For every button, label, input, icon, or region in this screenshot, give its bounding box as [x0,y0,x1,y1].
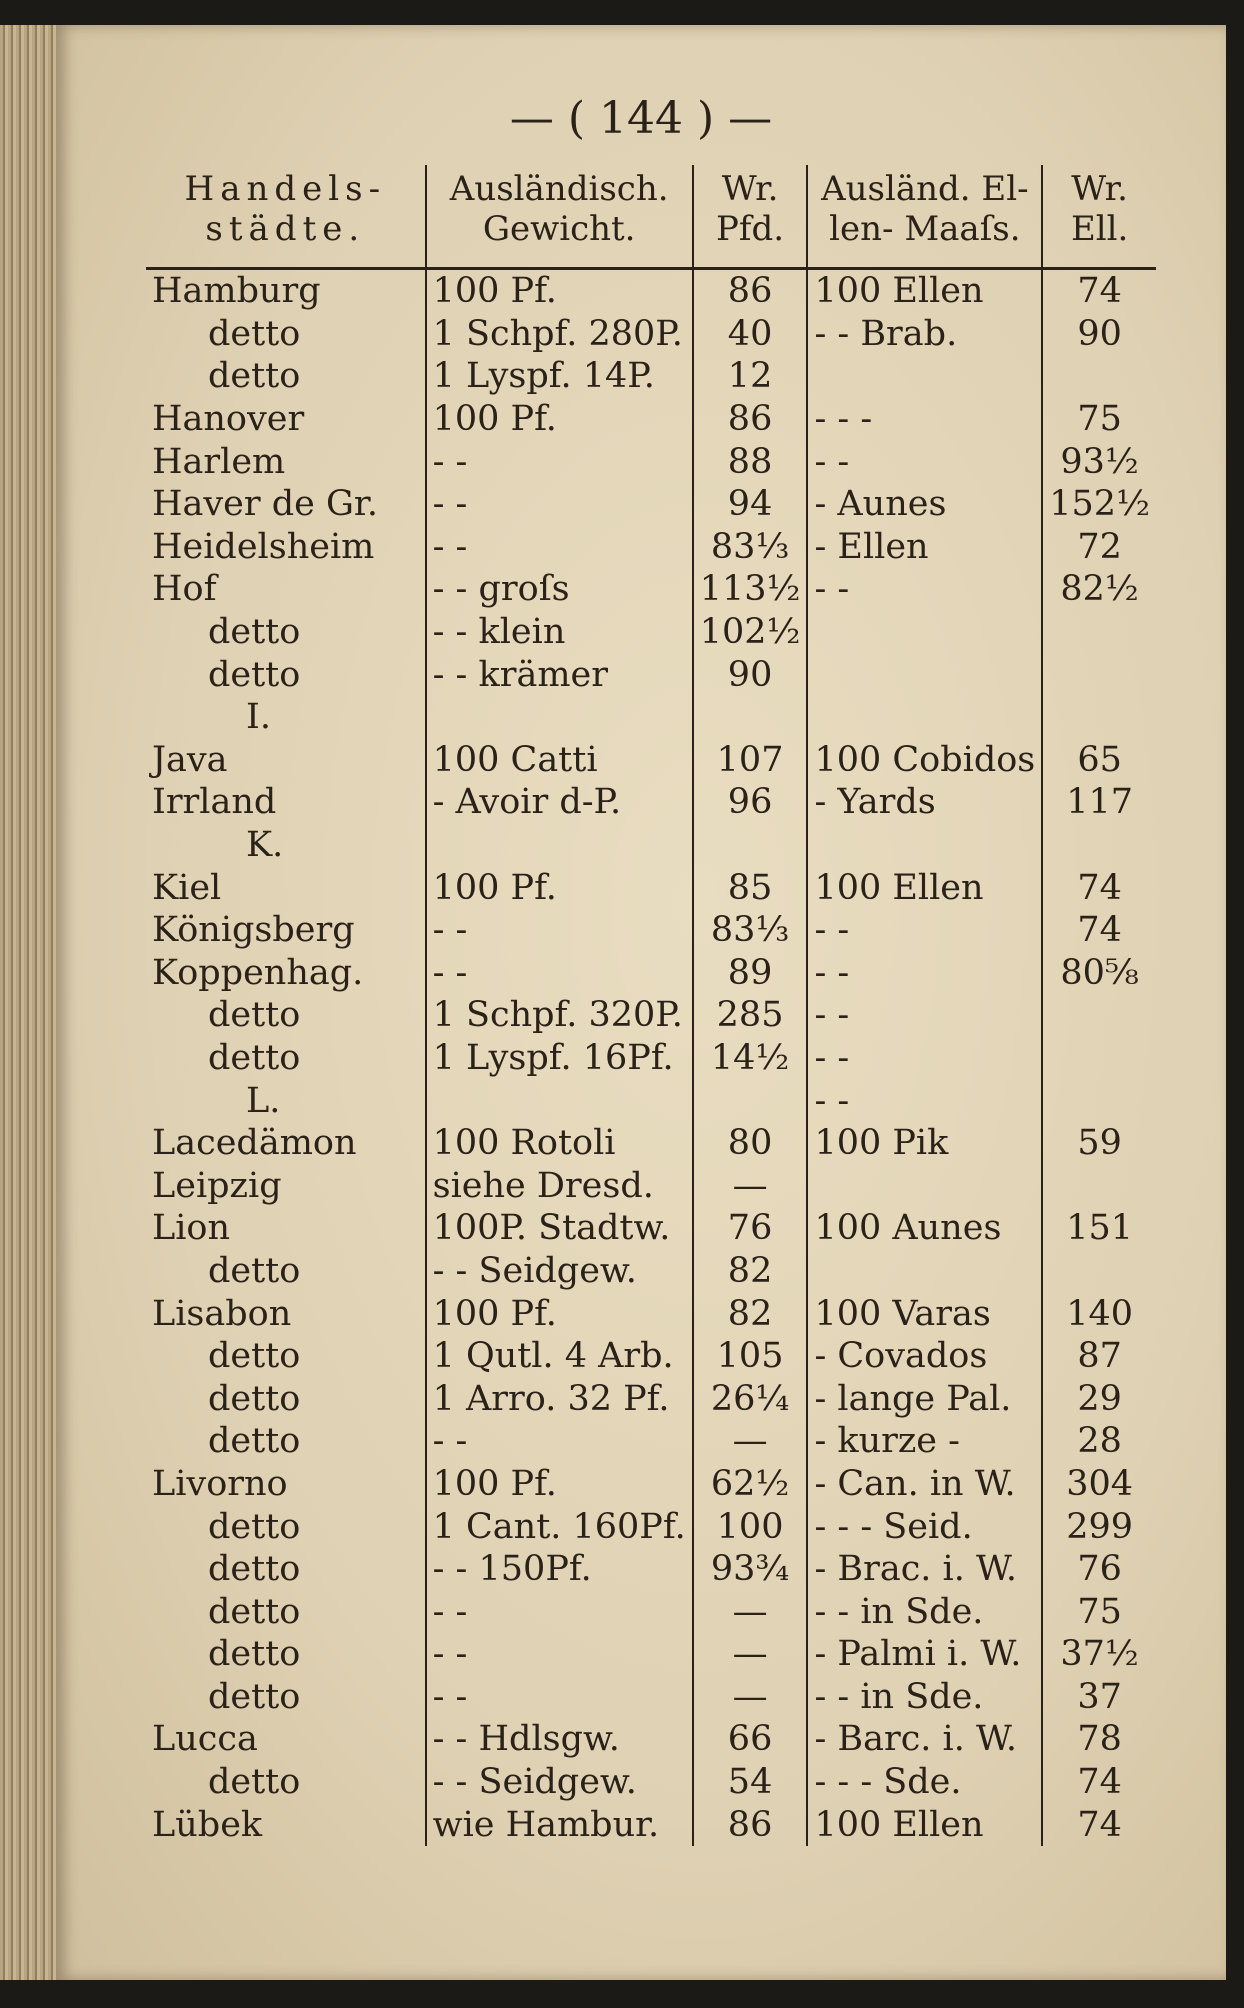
foreign-weight-cell: - - [426,909,693,952]
foreign-weight-cell: - - Seidgew. [426,1761,693,1804]
foreign-weight-cell: - Avoir d-P. [426,781,693,824]
vienna-ells-cell: 75 [1042,1590,1156,1633]
vienna-ells-cell: 74 [1042,269,1156,313]
table-row [146,1335,1156,1378]
table-row [146,1250,1156,1293]
foreign-ells-cell: - Ellen [807,526,1042,569]
vienna-pounds-cell: 14½ [693,1037,808,1080]
vienna-ells-cell: 74 [1042,1761,1156,1804]
foreign-ells-cell: 100 Pik [807,1122,1042,1165]
header-foreign-ells-line2: len- Maaſs. [829,209,1021,249]
foreign-ells-cell [807,696,1042,739]
table-row [146,440,1156,483]
foreign-ells-cell: - Aunes [807,483,1042,526]
vienna-ells-cell: 72 [1042,526,1156,569]
header-vienna-ells-line1: Wr. [1071,169,1128,209]
foreign-weight-cell: 100 Pf. [426,1463,693,1506]
vienna-ells-cell [1042,1250,1156,1293]
vienna-ells-cell [1042,1079,1156,1122]
city-cell: Lisabon [152,1293,292,1334]
city-cell: Koppenhag. [152,952,364,993]
table-row [146,483,1156,526]
vienna-pounds-cell: 12 [693,355,808,398]
table-header-row [146,165,1156,269]
vienna-pounds-cell: 83⅓ [693,909,808,952]
header-vienna-ells [1042,165,1156,269]
header-cities-line1: Handels- [184,169,387,209]
city-cell: Harlem [152,441,286,482]
book-page [56,25,1226,1980]
city-cell: Lion [152,1208,231,1249]
foreign-weight-cell: - - [426,1633,693,1676]
city-cell: I. [246,697,271,738]
table-row [146,1377,1156,1420]
city-cell: Lacedämon [152,1123,357,1164]
foreign-weight-cell: - - klein [426,611,693,654]
vienna-pounds-cell: 80 [693,1122,808,1165]
foreign-ells-cell [807,355,1042,398]
table-row [146,1164,1156,1207]
table-body [146,269,1156,1846]
table-row [146,952,1156,995]
foreign-weight-cell: siehe Dresd. [426,1164,693,1207]
vienna-pounds-cell: — [693,1420,808,1463]
vienna-pounds-cell: 76 [693,1207,808,1250]
table-row [146,269,1156,313]
page-edges [0,25,64,1980]
foreign-ells-cell: - - - Sde. [807,1761,1042,1804]
vienna-ells-cell: 74 [1042,1803,1156,1846]
foreign-ells-cell: - - - Seid. [807,1505,1042,1548]
foreign-ells-cell: 100 Ellen [807,866,1042,909]
table-row [146,1548,1156,1591]
city-cell: detto [208,313,301,354]
vienna-ells-cell: 74 [1042,909,1156,952]
vienna-pounds-cell: 93¾ [693,1548,808,1591]
city-cell: detto [208,1762,301,1803]
table-row [146,696,1156,739]
vienna-ells-cell: 117 [1042,781,1156,824]
vienna-ells-cell [1042,994,1156,1037]
foreign-ells-cell: - - [807,1037,1042,1080]
foreign-ells-cell [807,1250,1042,1293]
vienna-ells-cell [1042,1164,1156,1207]
vienna-pounds-cell: 26¼ [693,1377,808,1420]
vienna-ells-cell: 76 [1042,1548,1156,1591]
city-cell: detto [208,1336,301,1377]
city-cell: Haver de Gr. [152,484,378,525]
vienna-ells-cell: 74 [1042,866,1156,909]
foreign-weight-cell: 100P. Stadtw. [426,1207,693,1250]
table-row [146,611,1156,654]
city-cell: detto [208,1549,301,1590]
vienna-pounds-cell [693,696,808,739]
header-cities [146,165,426,269]
foreign-weight-cell: 100 Pf. [426,1292,693,1335]
foreign-weight-cell: - - 150Pf. [426,1548,693,1591]
city-cell: Lübek [152,1804,263,1845]
table-row [146,568,1156,611]
foreign-weight-cell: 100 Pf. [426,398,693,441]
vienna-pounds-cell: 83⅓ [693,526,808,569]
vienna-ells-cell: 29 [1042,1377,1156,1420]
city-cell: Livorno [152,1463,288,1504]
foreign-ells-cell: - - [807,1079,1042,1122]
vienna-ells-cell: 87 [1042,1335,1156,1378]
foreign-weight-cell: 100 Pf. [426,866,693,909]
foreign-weight-cell: 1 Schpf. 320P. [426,994,693,1037]
foreign-ells-cell: - Barc. i. W. [807,1718,1042,1761]
foreign-ells-cell: - - [807,952,1042,995]
vienna-pounds-cell: 102½ [693,611,808,654]
vienna-ells-cell [1042,355,1156,398]
foreign-ells-cell: 100 Ellen [807,269,1042,313]
table-row [146,781,1156,824]
city-cell: detto [208,612,301,653]
foreign-ells-cell: - - - [807,398,1042,441]
table-row [146,1463,1156,1506]
foreign-ells-cell: 100 Cobidos [807,739,1042,782]
vienna-ells-cell: 82½ [1042,568,1156,611]
foreign-ells-cell: - - in Sde. [807,1676,1042,1719]
city-cell: Heidelsheim [152,526,375,567]
vienna-pounds-cell: 86 [693,398,808,441]
table-row [146,1207,1156,1250]
vienna-pounds-cell: 105 [693,1335,808,1378]
foreign-ells-cell: - Brac. i. W. [807,1548,1042,1591]
header-foreign-weight [426,165,693,269]
foreign-ells-cell [807,824,1042,867]
table-row [146,1761,1156,1804]
table-row [146,1633,1156,1676]
vienna-pounds-cell: 285 [693,994,808,1037]
vienna-ells-cell [1042,1037,1156,1080]
foreign-weight-cell: 1 Schpf. 280P. [426,313,693,356]
vienna-ells-cell: 37½ [1042,1633,1156,1676]
header-cities-line2: städte. [205,209,366,249]
table-row [146,526,1156,569]
foreign-ells-cell: - Covados [807,1335,1042,1378]
vienna-pounds-cell: 82 [693,1250,808,1293]
city-cell: Hamburg [152,271,321,312]
city-cell: L. [246,1080,281,1121]
city-cell: Irrland [152,782,277,823]
city-cell: detto [208,1506,301,1547]
foreign-ells-cell: - - [807,909,1042,952]
city-cell: detto [208,1378,301,1419]
vienna-ells-cell: 80⅝ [1042,952,1156,995]
foreign-ells-cell: 100 Ellen [807,1803,1042,1846]
vienna-pounds-cell: 113½ [693,568,808,611]
city-cell: Java [152,739,228,780]
city-cell: detto [208,1634,301,1675]
vienna-pounds-cell: 89 [693,952,808,995]
city-cell: detto [208,995,301,1036]
foreign-ells-cell: - - [807,440,1042,483]
vienna-pounds-cell: 90 [693,653,808,696]
foreign-weight-cell: - - groſs [426,568,693,611]
vienna-pounds-cell: 107 [693,739,808,782]
foreign-weight-cell: - - [426,526,693,569]
table-row [146,1718,1156,1761]
vienna-pounds-cell: 86 [693,269,808,313]
vienna-ells-cell: 152½ [1042,483,1156,526]
city-cell: detto [208,356,301,397]
table-row [146,1803,1156,1846]
table-row [146,1590,1156,1633]
foreign-weight-cell: - - Seidgew. [426,1250,693,1293]
foreign-weight-cell: - - [426,1676,693,1719]
foreign-weight-cell: 1 Arro. 32 Pf. [426,1377,693,1420]
foreign-weight-cell: 1 Lyspf. 14P. [426,355,693,398]
vienna-pounds-cell: 88 [693,440,808,483]
vienna-ells-cell [1042,653,1156,696]
vienna-pounds-cell: — [693,1633,808,1676]
vienna-ells-cell [1042,696,1156,739]
foreign-ells-cell [807,1164,1042,1207]
table-row [146,1676,1156,1719]
table-row [146,355,1156,398]
table-row [146,1037,1156,1080]
city-cell: Hanover [152,399,305,440]
city-cell: Hof [152,569,217,610]
vienna-pounds-cell [693,1079,808,1122]
foreign-weight-cell: - - [426,440,693,483]
table-row [146,1420,1156,1463]
vienna-ells-cell: 65 [1042,739,1156,782]
table-row [146,1292,1156,1335]
header-foreign-ells-line1: Ausländ. El- [821,169,1029,209]
vienna-pounds-cell: 85 [693,866,808,909]
foreign-weight-cell: - - [426,483,693,526]
vienna-pounds-cell: 40 [693,313,808,356]
vienna-ells-cell: 28 [1042,1420,1156,1463]
foreign-ells-cell: - Yards [807,781,1042,824]
vienna-ells-cell [1042,824,1156,867]
table-row [146,653,1156,696]
foreign-weight-cell: 1 Qutl. 4 Arb. [426,1335,693,1378]
vienna-pounds-cell: 86 [693,1803,808,1846]
foreign-ells-cell: - - [807,994,1042,1037]
vienna-ells-cell: 75 [1042,398,1156,441]
city-cell: detto [208,1591,301,1632]
foreign-ells-cell: 100 Aunes [807,1207,1042,1250]
vienna-pounds-cell: — [693,1590,808,1633]
foreign-weight-cell [426,696,693,739]
header-vienna-pounds-line2: Pfd. [716,209,785,249]
table-row [146,994,1156,1037]
vienna-pounds-cell: 100 [693,1505,808,1548]
foreign-ells-cell: - Palmi i. W. [807,1633,1042,1676]
foreign-ells-cell: - kurze - [807,1420,1042,1463]
city-cell: Königsberg [152,910,355,951]
city-cell: detto [208,1250,301,1291]
table-row [146,824,1156,867]
vienna-pounds-cell: — [693,1676,808,1719]
foreign-weight-cell [426,1079,693,1122]
city-cell: detto [208,1421,301,1462]
city-cell: Leipzig [152,1165,282,1206]
foreign-weight-cell: - - [426,1590,693,1633]
foreign-weight-cell: 100 Catti [426,739,693,782]
foreign-ells-cell: - - Brab. [807,313,1042,356]
vienna-pounds-cell: 54 [693,1761,808,1804]
foreign-ells-cell: 100 Varas [807,1292,1042,1335]
page-header: — ( 144 ) — [509,93,773,144]
foreign-ells-cell: - - [807,568,1042,611]
foreign-weight-cell: - - [426,952,693,995]
foreign-weight-cell: 1 Lyspf. 16Pf. [426,1037,693,1080]
conversion-table [146,165,1156,1846]
city-cell: detto [208,1676,301,1717]
foreign-weight-cell: - - [426,1420,693,1463]
foreign-weight-cell: wie Hambur. [426,1803,693,1846]
city-cell: Kiel [152,867,222,908]
header-foreign-ells [807,165,1042,269]
foreign-ells-cell: - - in Sde. [807,1590,1042,1633]
header-vienna-pounds [693,165,808,269]
vienna-ells-cell: 59 [1042,1122,1156,1165]
vienna-ells-cell: 299 [1042,1505,1156,1548]
vienna-ells-cell: 304 [1042,1463,1156,1506]
header-foreign-weight-line2: Gewicht. [482,209,636,249]
vienna-ells-cell: 140 [1042,1292,1156,1335]
foreign-weight-cell: 1 Cant. 160Pf. [426,1505,693,1548]
vienna-ells-cell: 93½ [1042,440,1156,483]
foreign-ells-cell: - Can. in W. [807,1463,1042,1506]
foreign-ells-cell: - lange Pal. [807,1377,1042,1420]
vienna-pounds-cell [693,824,808,867]
foreign-weight-cell: 100 Rotoli [426,1122,693,1165]
vienna-ells-cell: 37 [1042,1676,1156,1719]
city-cell: Lucca [152,1719,258,1760]
header-vienna-ells-line2: Ell. [1070,209,1129,249]
city-cell: detto [208,1037,301,1078]
table-row [146,866,1156,909]
foreign-weight-cell: - - krämer [426,653,693,696]
table-row [146,739,1156,782]
vienna-pounds-cell: 82 [693,1292,808,1335]
foreign-ells-cell [807,653,1042,696]
table-row [146,1079,1156,1122]
vienna-pounds-cell: 94 [693,483,808,526]
city-cell: K. [246,825,284,866]
table-row [146,909,1156,952]
vienna-pounds-cell: 96 [693,781,808,824]
foreign-weight-cell: - - Hdlsgw. [426,1718,693,1761]
vienna-ells-cell: 151 [1042,1207,1156,1250]
vienna-pounds-cell: 66 [693,1718,808,1761]
header-foreign-weight-line1: Ausländisch. [449,169,669,209]
vienna-ells-cell: 78 [1042,1718,1156,1761]
vienna-pounds-cell: — [693,1164,808,1207]
vienna-ells-cell [1042,611,1156,654]
header-vienna-pounds-line1: Wr. [721,169,779,209]
foreign-weight-cell [426,824,693,867]
table-row [146,398,1156,441]
foreign-weight-cell: 100 Pf. [426,269,693,313]
vienna-pounds-cell: 62½ [693,1463,808,1506]
vienna-ells-cell: 90 [1042,313,1156,356]
table-row [146,313,1156,356]
table-row [146,1122,1156,1165]
table-row [146,1505,1156,1548]
city-cell: detto [208,654,301,695]
foreign-ells-cell [807,611,1042,654]
